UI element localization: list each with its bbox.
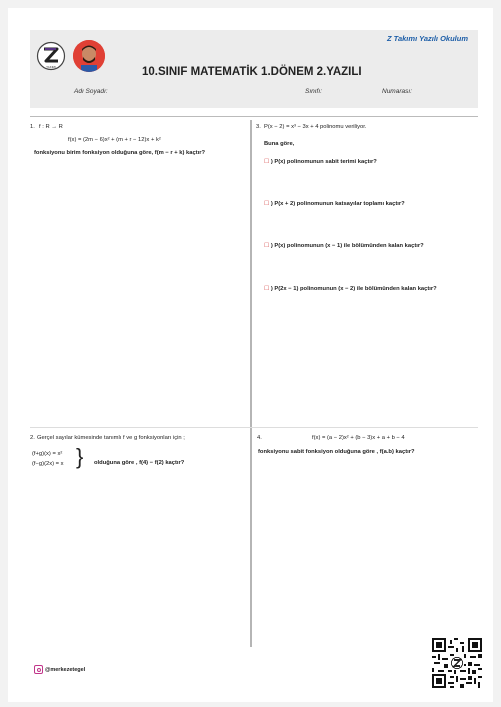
q1-domain: f : R → R	[39, 124, 63, 130]
q3-sub-3	[264, 243, 424, 249]
q3-intro: P(x − 2) = x³ − 3x + 4 polinomu veriliyor.	[264, 124, 367, 130]
q4-question: fonksiyonu sabit fonksiyon olduğuna göre , f(a.b) kaçtır?	[258, 449, 415, 455]
logo-caption: TAKIMI	[46, 65, 56, 69]
q2-question: olduğuna göre , f(4) − f(2) kaçtır?	[94, 460, 185, 466]
q1-formula: f(x) = (2m − 6)x² + (m + r − 12)x + k²	[68, 137, 161, 143]
q4-formula: f(x) = (a − 2)x² + (b − 3)x + a + b − 4	[312, 435, 405, 441]
instagram-icon	[34, 665, 43, 674]
q3-sub-1	[264, 159, 377, 165]
q3-sub-4	[264, 286, 437, 292]
q3-sub-2-text: ) P(x + 2) polinomunun katsayılar toplamı kaçtır?	[270, 201, 405, 207]
class-label: Sınıfı:	[305, 88, 322, 95]
answer-box-icon: ☐	[264, 243, 270, 249]
q2-eq1: (f+g)(x) = x²	[32, 451, 63, 457]
q1-question: fonksiyonu birim fonksiyon olduğuna göre, f(m − r + k) kaçtır?	[34, 150, 206, 156]
q3-given: Buna göre,	[264, 141, 295, 147]
answer-box-icon: ☐	[264, 201, 270, 207]
q3-sub-1-text: ) P(x) polinomunun sabit terimi kaçtır?	[270, 159, 377, 165]
exam-page	[8, 8, 493, 702]
column-divider	[250, 120, 252, 647]
q4-number: 4.	[257, 435, 262, 441]
z-team-logo	[36, 41, 66, 71]
q3-sub-3-text: ) P(x) polinomunun (x − 1) ile bölümünden kalan kaçtır?	[270, 243, 424, 249]
number-label: Numarası:	[382, 88, 412, 95]
q3-sub-4-text: ) P(2x − 1) polinomunun (x − 2) ile bölümünden kalan kaçtır?	[270, 286, 437, 292]
q3-sub-2	[264, 201, 405, 207]
header-rule	[30, 116, 478, 117]
name-label: Adı Soyadı:	[74, 88, 108, 95]
q2-eq2: (f−g)(2x) = x	[32, 461, 64, 467]
q3-number: 3.	[256, 124, 261, 130]
instagram-handle[interactable]: @merkezetegel	[34, 665, 85, 674]
q2-intro: Gerçel sayılar kümesinde tanımlı f ve g fonksiyonları için ;	[37, 435, 185, 441]
teacher-avatar	[73, 40, 105, 72]
answer-box-icon: ☐	[264, 286, 270, 292]
row-divider	[30, 427, 478, 428]
exam-header	[30, 30, 478, 108]
qr-code-icon	[432, 638, 482, 688]
school-name: Z Takımı Yazılı Okulum	[387, 34, 468, 43]
answer-box-icon: ☐	[264, 159, 270, 165]
q1-number: 1.	[30, 124, 35, 130]
exam-title: 10.SINIF MATEMATİK 1.DÖNEM 2.YAZILI	[142, 66, 362, 78]
q2-number: 2.	[30, 435, 35, 441]
brace-icon: }	[76, 444, 84, 469]
